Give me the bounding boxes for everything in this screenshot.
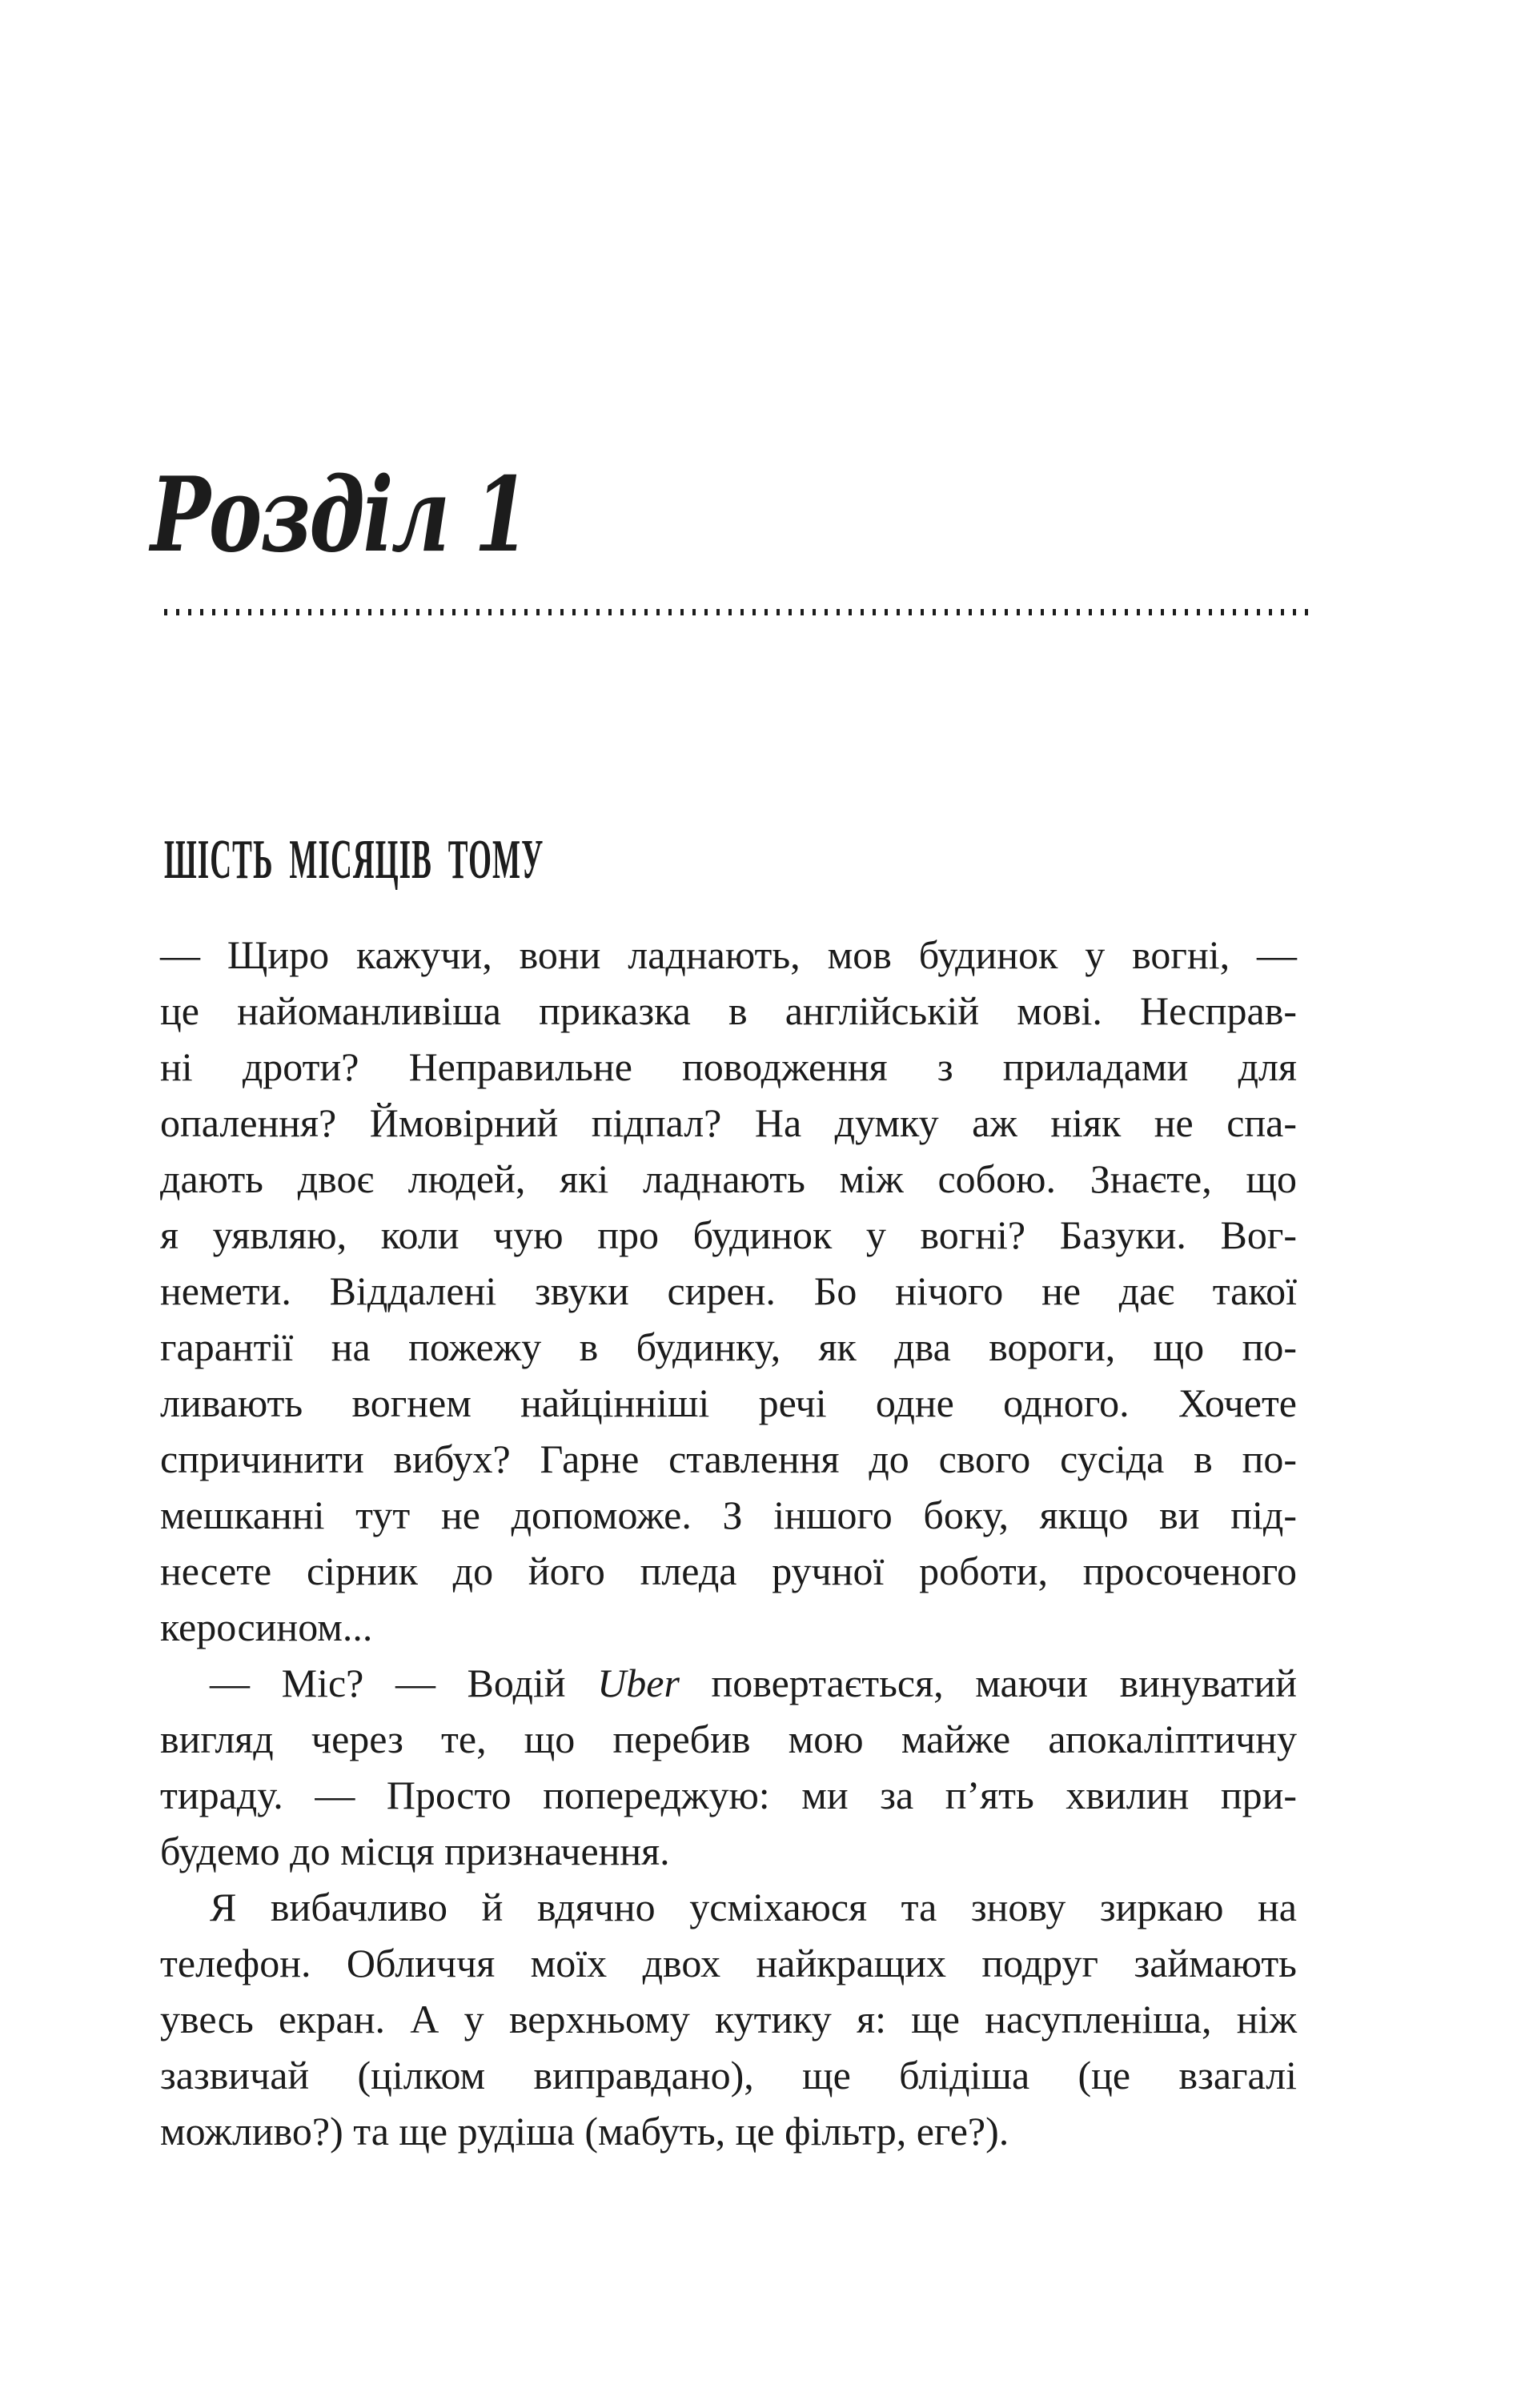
text-segment: тираду. — Просто попереджую: ми за п’ять хвилин при- [160,1773,1297,1817]
dotted-divider [164,609,1314,615]
text-segment: — Щиро кажучи, вони ладнають, мов будинок у вогні, — [160,932,1297,977]
text-line [160,2103,1297,2159]
text-line [160,1543,1297,1599]
text-segment: повертається, маючи винуватий [679,1661,1298,1705]
text-segment: можливо?) та ще рудіша (мабуть, це фільтр, еге?). [160,2109,1009,2154]
section-header: ШІСТЬ МІСЯЦІВ ТОМУ [164,829,544,891]
text-segment: це найоманливіша приказка в англійській мові. Несправ- [160,988,1297,1033]
text-segment: Я вибачливо й вдячно усміхаюся та знову зиркаю на [210,1885,1297,1929]
text-segment: будемо до місця призначення. [160,1829,670,1873]
text-line [160,983,1297,1039]
text-line [160,1095,1297,1151]
chapter-title: Розділ 1 [150,455,528,575]
text-line [160,1263,1297,1319]
italic-text: Uber [597,1661,680,1705]
text-line [160,1935,1297,1991]
paragraph [160,1655,1297,1879]
text-line [160,1879,1297,1935]
text-line [160,1599,1297,1655]
text-segment: гарантії на пожежу в будинку, як два вороги, що по- [160,1324,1297,1369]
paragraph [160,1879,1297,2159]
body-text [160,927,1297,2159]
text-segment: несете сірник до його пледа ручної роботи, просоченого [160,1549,1297,1593]
text-line [160,1487,1297,1543]
text-line [160,1319,1297,1375]
text-line [160,1151,1297,1207]
text-segment: мешканні тут не допоможе. З іншого боку, якщо ви під- [160,1492,1297,1537]
text-line [160,927,1297,983]
text-line [160,1039,1297,1095]
text-line [160,1767,1297,1823]
text-segment: ні дроти? Неправильне поводження з приладами для [160,1044,1297,1089]
text-line [160,1375,1297,1431]
text-line [160,1207,1297,1263]
text-segment: я уявляю, коли чую про будинок у вогні? Базуки. Вог- [160,1212,1297,1257]
text-segment: ливають вогнем найцінніші речі одне одного. Хочете [160,1380,1297,1425]
text-segment: керосином... [160,1605,373,1649]
text-line [160,2047,1297,2103]
text-segment: вигляд через те, що перебив мою майже апокаліптичну [160,1717,1297,1761]
text-segment: дають двоє людей, які ладнають між собою. Знаєте, що [160,1156,1297,1201]
text-line [160,1655,1297,1711]
text-segment: зазвичай (цілком виправдано), ще блідіша (це взагалі [160,2053,1297,2097]
text-segment: немети. Віддалені звуки сирен. Бо нічого не дає такої [160,1268,1297,1313]
text-segment: — Міс? — Водій [210,1661,598,1705]
text-line [160,1823,1297,1879]
paragraph [160,927,1297,1655]
text-segment: спричинити вибух? Гарне ставлення до свого сусіда в по- [160,1436,1297,1481]
text-line [160,1991,1297,2047]
text-line [160,1431,1297,1487]
text-segment: телефон. Обличчя моїх двох найкращих подруг займають [160,1941,1297,1985]
text-segment: опалення? Ймовірний підпал? На думку аж ніяк не спа- [160,1100,1297,1145]
text-line [160,1711,1297,1767]
text-segment: увесь екран. А у верхньому кутику я: ще насупленіша, ніж [160,1997,1297,2041]
